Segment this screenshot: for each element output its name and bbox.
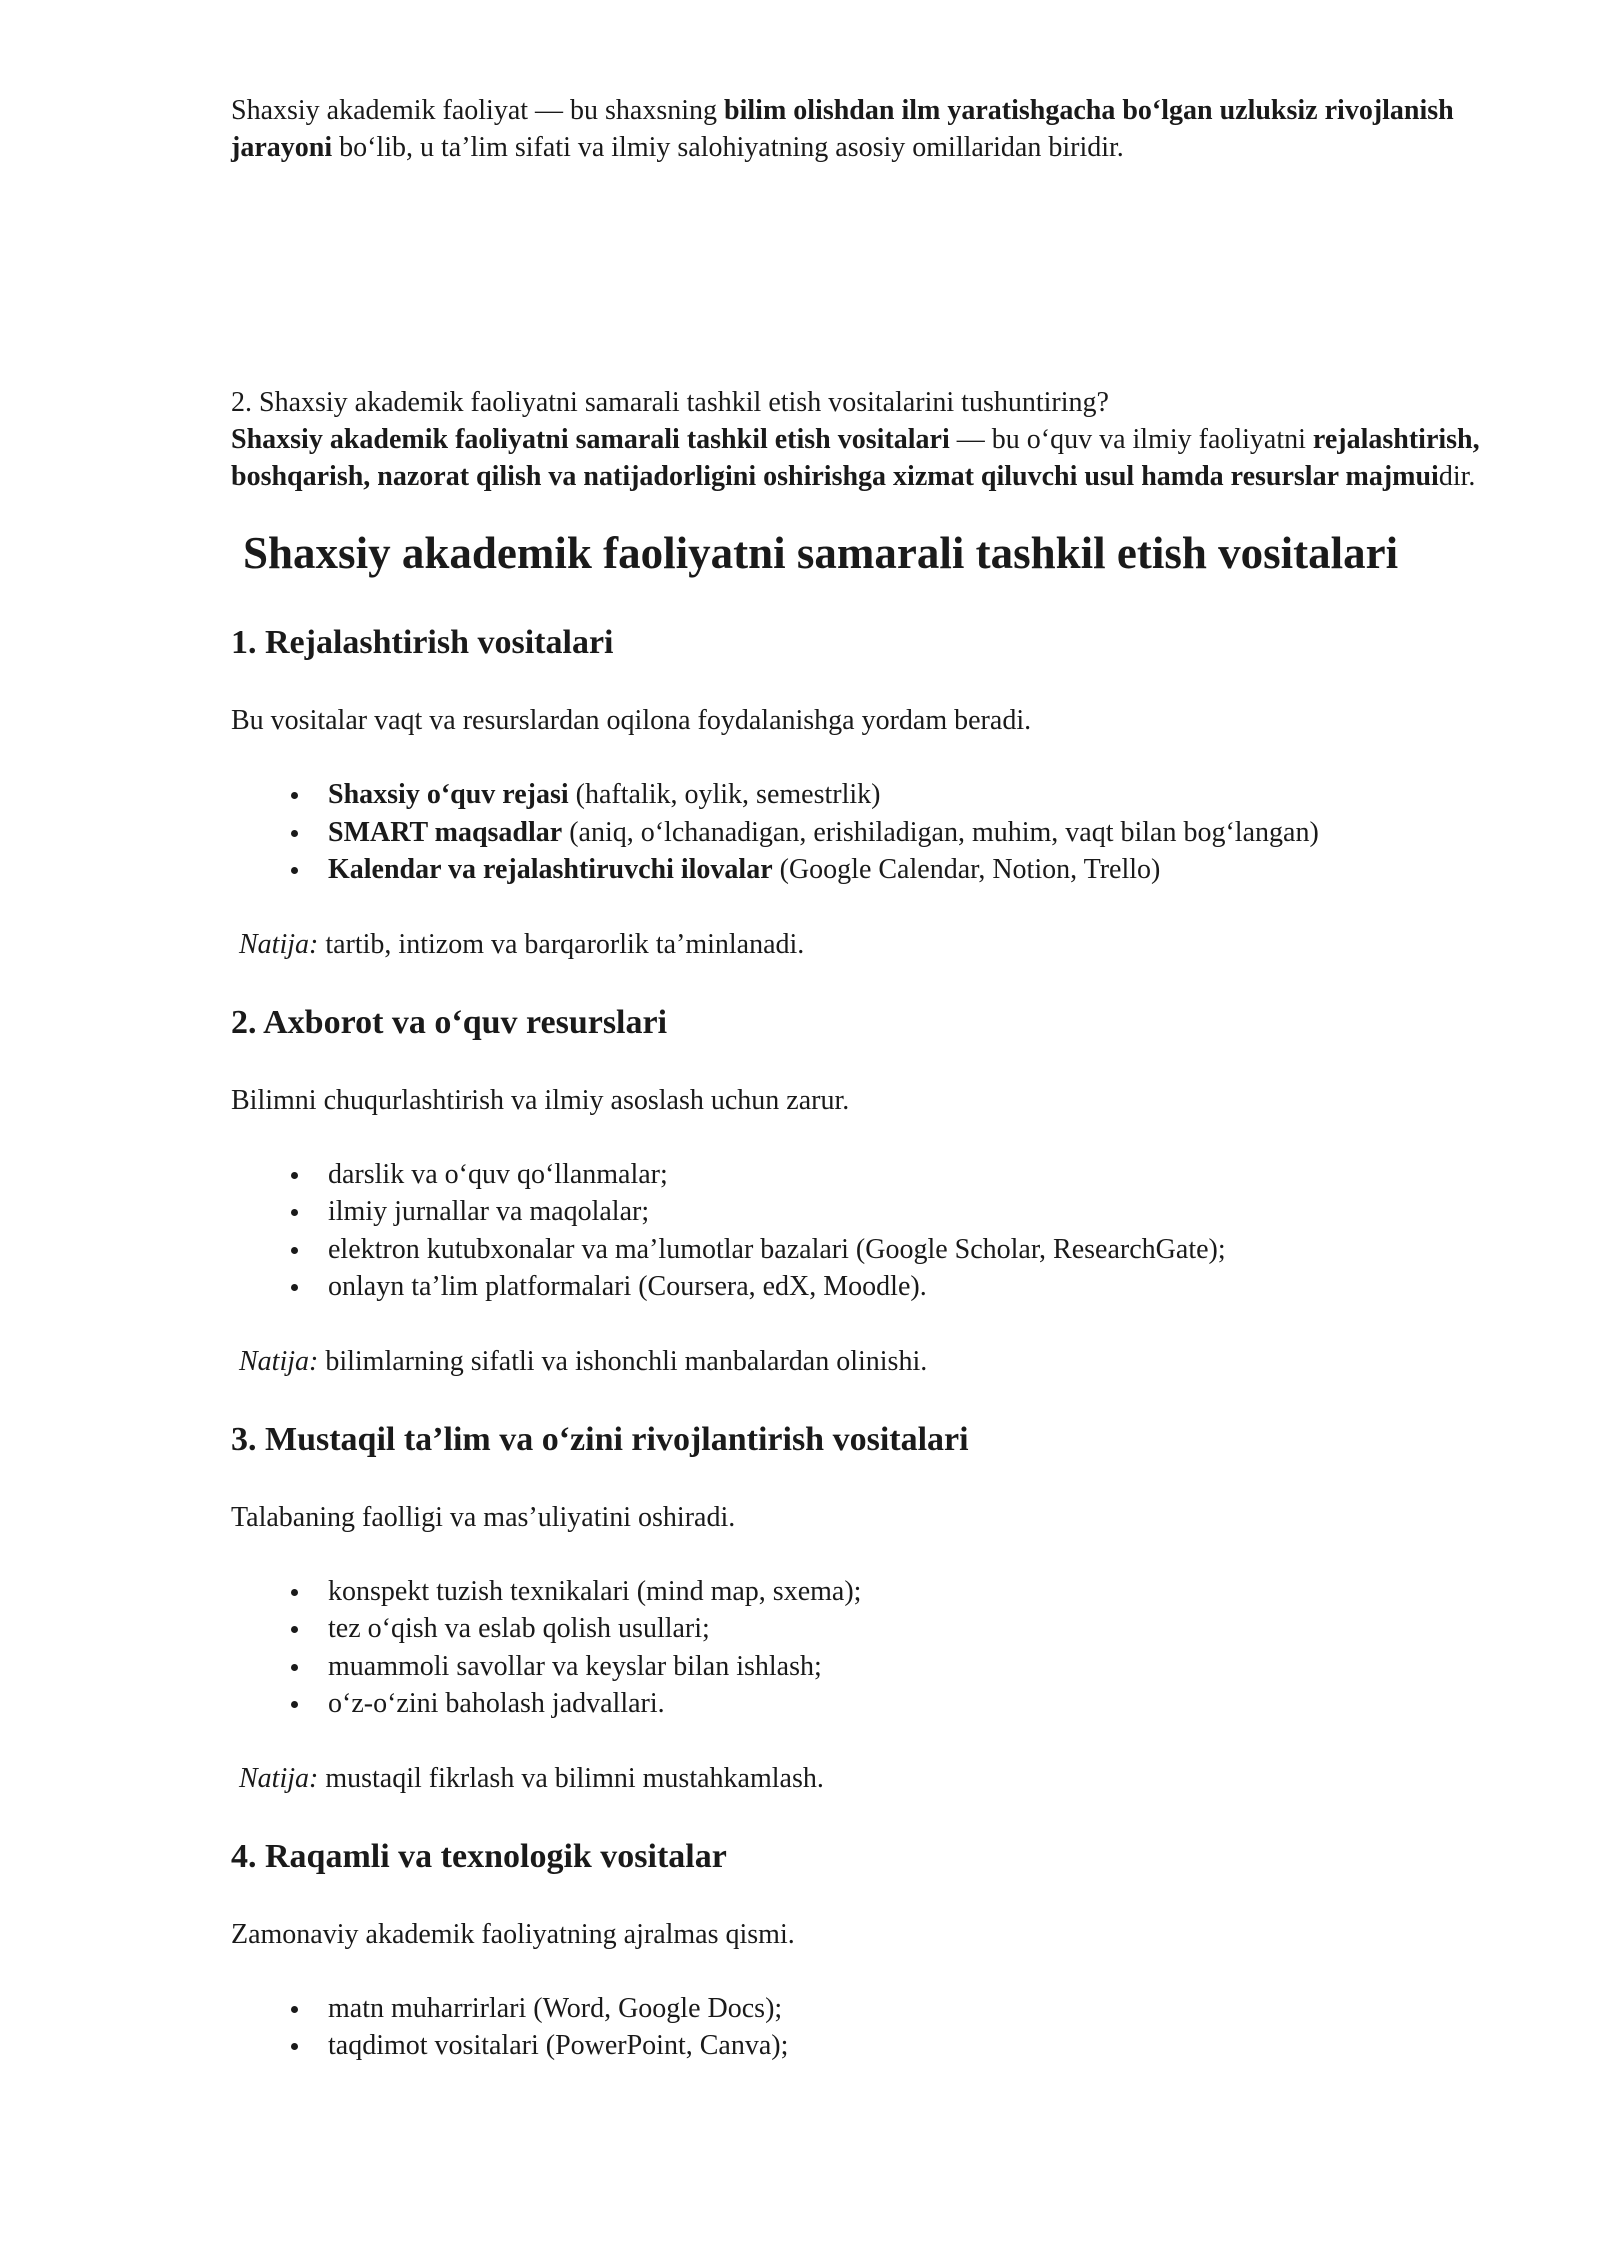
list-item — [231, 1231, 1501, 1269]
list-item-text: darslik va o‘quv qo‘llanmalar; — [328, 1158, 668, 1190]
result-line — [239, 1343, 1501, 1380]
result-text: mustaqil fikrlash va bilimni mustahkamlash. — [318, 1762, 824, 1794]
list-item — [231, 1268, 1501, 1306]
intro-bold-text: bilim olishdan ilm yaratishgacha bo‘lgan uzluksiz rivojlanish jarayoni — [231, 95, 1454, 163]
bullet-list — [231, 1156, 1501, 1306]
result-line — [239, 1760, 1501, 1797]
list-item-text: (Google Calendar, Notion, Trello) — [772, 854, 1161, 885]
list-item-text: (aniq, o‘lchanadigan, erishiladigan, muhim, vaqt bilan bog‘langan) — [562, 816, 1319, 848]
document-page — [231, 92, 1501, 2065]
section-description: Zamonaviy akademik faoliyatning ajralmas qismi. — [231, 1918, 795, 1950]
section — [231, 1418, 1501, 1797]
result-label: Natija: — [239, 1762, 319, 1794]
list-item-text: ilmiy jurnallar va maqolalar; — [328, 1196, 650, 1227]
list-item-bold: Shaxsiy o‘quv rejasi — [328, 779, 569, 810]
list-item — [231, 2027, 1501, 2065]
list-item-text: muammoli savollar va keyslar bilan ishlash; — [328, 1650, 822, 1682]
section — [231, 1001, 1501, 1380]
result-line — [239, 926, 1501, 963]
section-heading: 3. Mustaqil ta’lim va o‘zini rivojlantirish vositalari — [231, 1420, 969, 1458]
result-text: tartib, intizom va barqarorlik ta’minlanadi. — [318, 928, 805, 960]
list-item — [231, 1685, 1501, 1723]
bullet-list — [231, 1573, 1501, 1723]
document-title: Shaxsiy akademik faoliyatni samarali tashkil etish vositalari — [243, 528, 1399, 578]
list-item — [231, 1610, 1501, 1648]
list-item — [231, 1990, 1501, 2028]
list-item-text: konspekt tuzish texnikalari (mind map, sxema); — [328, 1575, 862, 1607]
list-item-text: onlayn ta’lim platformalari (Coursera, edX, Moodle). — [328, 1271, 927, 1302]
result-label: Natija: — [239, 1345, 319, 1377]
list-item — [231, 1573, 1501, 1611]
answer-paragraph — [231, 421, 1501, 495]
answer-text: — bu o‘quv va ilmiy faoliyatni — [949, 424, 1313, 455]
result-label: Natija: — [239, 928, 319, 960]
list-item — [231, 814, 1501, 852]
section — [231, 1835, 1501, 2065]
list-item — [231, 1193, 1501, 1231]
section-description: Bilimni chuqurlashtirish va ilmiy asoslash uchun zarur. — [231, 1084, 850, 1116]
list-item-bold: Kalendar va rejalashtiruvchi ilovalar — [328, 854, 773, 885]
sections-container — [231, 621, 1501, 2065]
section-description: Talabaning faolligi va mas’uliyatini oshiradi. — [231, 1501, 736, 1533]
intro-text-end: bo‘lib, u ta’lim sifati va ilmiy salohiyatning asosiy omillaridan biridir. — [332, 132, 1124, 163]
section-heading: 2. Axborot va o‘quv resurslari — [231, 1003, 668, 1041]
list-item — [231, 1156, 1501, 1194]
list-item-text: elektron kutubxonalar va ma’lumotlar bazalari (Google Scholar, ResearchGate); — [328, 1233, 1226, 1265]
answer-text-end: dir. — [1438, 461, 1476, 492]
result-text: bilimlarning sifatli va ishonchli manbalardan olinishi. — [318, 1345, 928, 1377]
section-heading: 1. Rejalashtirish vositalari — [231, 624, 614, 661]
answer-bold-definition: rejalashtirish, boshqarish, nazorat qilish va natijadorligini oshirishga xizmat qiluvchi usul hamda resurslar majmui — [231, 424, 1480, 492]
list-item — [231, 1648, 1501, 1686]
question-text: 2. Shaxsiy akademik faoliyatni samarali tashkil etish vositalarini tushuntiring? — [231, 387, 1109, 418]
answer-bold-term: Shaxsiy akademik faoliyatni samarali tashkil etish vositalari — [231, 424, 950, 455]
list-item-text: o‘z-o‘zini baholash jadvallari. — [328, 1688, 665, 1719]
list-item-text: tez o‘qish va eslab qolish usullari; — [328, 1613, 710, 1644]
list-item-bold: SMART maqsadlar — [328, 816, 563, 848]
list-item-text: taqdimot vositalari (PowerPoint, Canva); — [328, 2030, 789, 2061]
bullet-list — [231, 776, 1501, 889]
list-item-text: matn muharrirlari (Word, Google Docs); — [328, 1992, 783, 2024]
bullet-list — [231, 1990, 1501, 2065]
section — [231, 621, 1501, 963]
list-item — [231, 776, 1501, 814]
section-description: Bu vositalar vaqt va resurslardan oqilona foydalanishga yordam beradi. — [231, 705, 1032, 736]
list-item-text: (haftalik, oylik, semestrlik) — [568, 779, 881, 810]
intro-text: Shaxsiy akademik faoliyat — bu shaxsning — [231, 95, 725, 126]
list-item — [231, 851, 1501, 889]
intro-paragraph — [231, 92, 1501, 166]
section-heading: 4. Raqamli va texnologik vositalar — [231, 1837, 727, 1875]
